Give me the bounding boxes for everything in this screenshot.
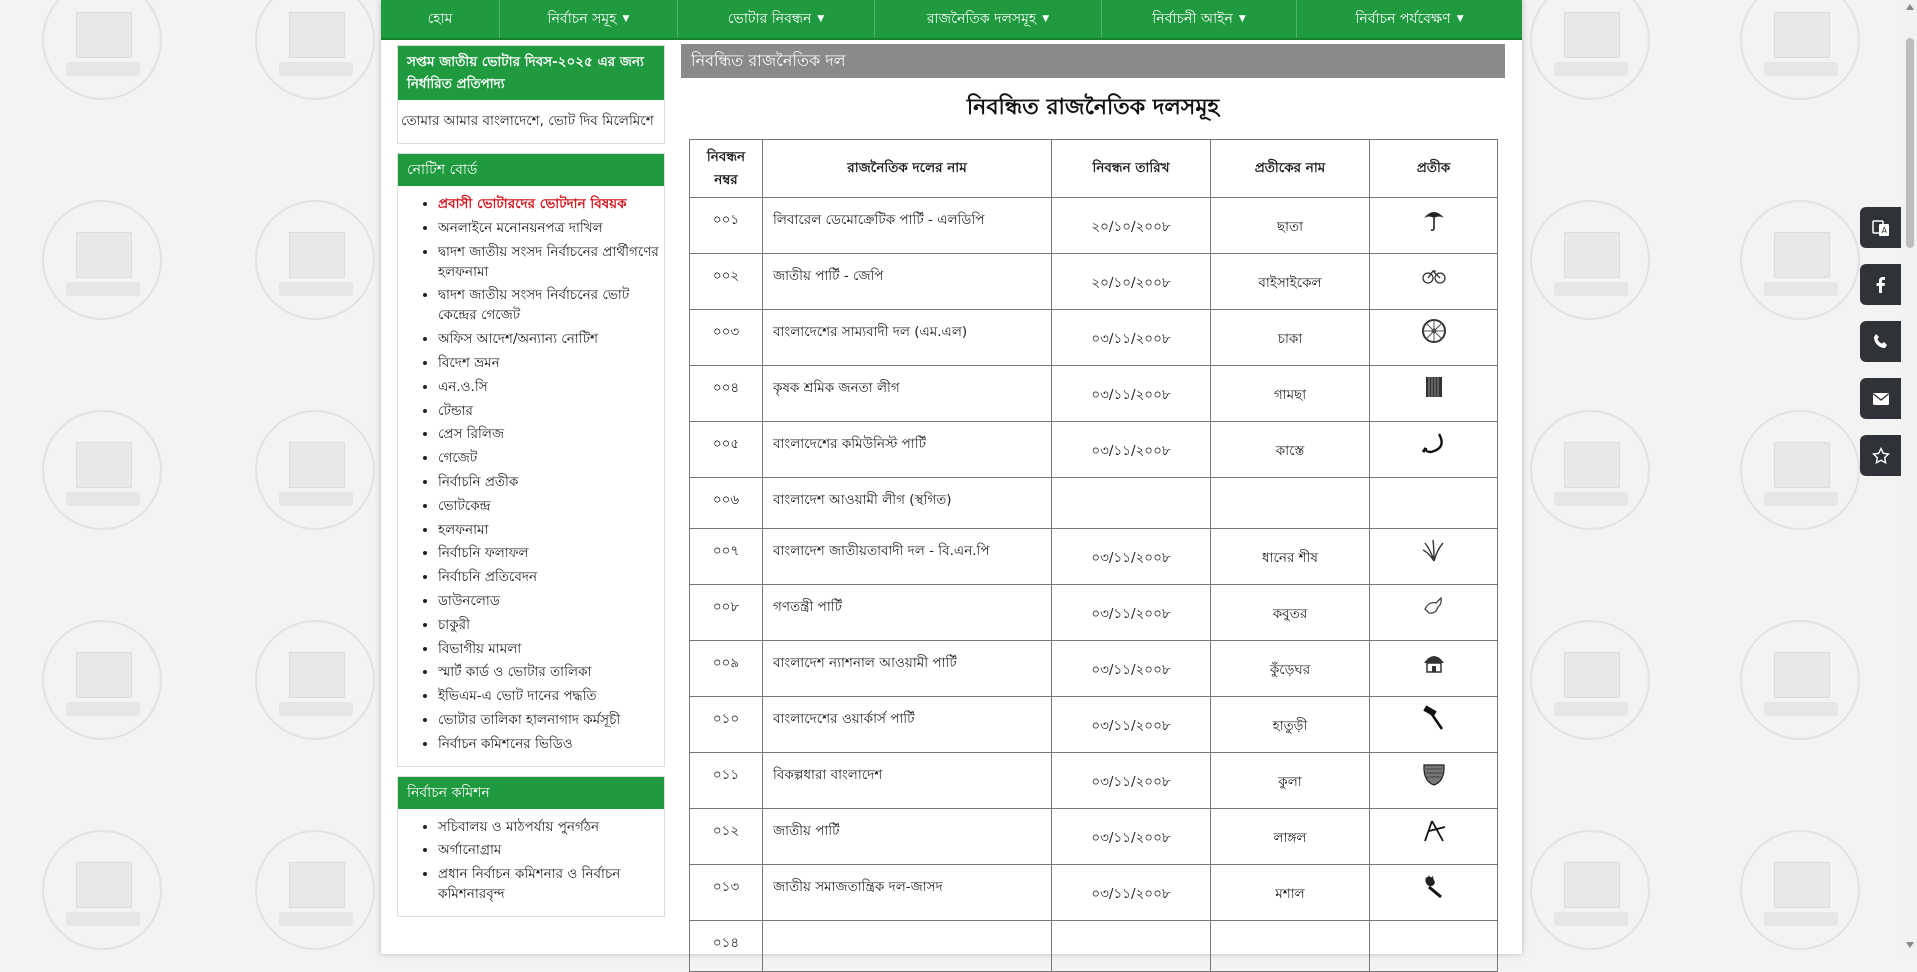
cell-registration-date: ০৩/১১/২০০৮ [1052,753,1211,809]
phone-icon [1872,333,1890,351]
seal-watermark [42,0,162,100]
umbrella-icon [1421,206,1447,232]
table-row [690,809,1498,865]
sidebar-link-item [438,567,664,587]
cell-party-name: বাংলাদেশের সাম্যবাদী দল (এম.এল) [763,310,1052,366]
sickle-icon [1421,430,1447,456]
sidebar-link-item [438,520,664,540]
column-header: প্রতীকের নাম [1211,140,1370,198]
sidebar-link-item [438,285,664,325]
cell-party-name: বাংলাদেশ জাতীয়তাবাদী দল - বি.এন.পি [763,529,1052,585]
cell-registration-no: ০০৩ [690,310,763,366]
cell-party-name: জাতীয় সমাজতান্ত্রিক দল-জাসদ [763,865,1052,921]
sidebar-link-item [438,591,664,611]
sidebar-link[interactable]: নির্বাচন কমিশনের ভিডিও [438,735,573,752]
cell-symbol-name: মশাল [1211,865,1370,921]
cell-symbol-name [1211,478,1370,529]
sidebar-link-item [438,639,664,659]
table-row [690,753,1498,809]
sidebar-link-item [438,242,664,282]
sidebar-link-item [438,401,664,421]
table-row [690,198,1498,254]
parties-table [689,139,1498,972]
sidebar-link[interactable]: প্রবাসী ভোটারদের ভোটদান বিষয়ক [438,196,627,212]
section-header: নিবন্ধিত রাজনৈতিক দল [681,44,1505,78]
cell-registration-no: ০০৪ [690,366,763,422]
sidebar-link[interactable]: দ্বাদশ জাতীয় সংসদ নির্বাচনের প্রার্থীগণের হলফনামা [438,243,659,280]
seal-watermark [1530,830,1650,950]
cell-symbol-name [1211,921,1370,972]
sidebar-link[interactable]: নির্বাচনি প্রতিবেদন [438,569,538,586]
cell-registration-date: ০৩/১১/২০০৮ [1052,529,1211,585]
bicycle-icon [1421,262,1447,288]
cell-registration-no: ০০৯ [690,641,763,697]
cell-party-name: লিবারেল ডেমোক্রেটিক পার্টি - এলডিপি [763,198,1052,254]
notice-board-title: নোটিশ বোর্ড [398,154,664,186]
table-row [690,641,1498,697]
nav-voter-registration[interactable] [678,0,875,38]
sidebar-link[interactable]: ডাউনলোড [438,592,500,609]
seal-watermark [1740,620,1860,740]
sidebar-link-item [438,840,664,860]
cell-party-name: বাংলাদেশ ন্যাশনাল আওয়ামী পার্টি [763,641,1052,697]
cell-symbol-image [1370,529,1498,585]
nav-label: নির্বাচন সমূহ [547,11,617,27]
cell-registration-no: ০০২ [690,254,763,310]
voter-day-slogan: তোমার আমার বাংলাদেশে, ভোট দিব মিলেমিশে [401,113,654,129]
sidebar-link-item [438,353,664,373]
cell-symbol-image [1370,865,1498,921]
seal-watermark [255,620,375,740]
sidebar-link-item [438,710,664,730]
translate-icon [1872,219,1890,237]
seal-watermark [1740,830,1860,950]
sidebar-link-item [438,615,664,635]
seal-watermark [255,200,375,320]
cell-registration-date: ০৩/১১/২০০৮ [1052,865,1211,921]
caret-down-icon: ▼ [1042,14,1050,24]
gamchha-icon [1421,374,1447,400]
scroll-thumb[interactable] [1906,38,1914,248]
sidebar-link-item [438,662,664,682]
sidebar-link[interactable]: এন.ও.সি [438,378,488,395]
table-row [690,310,1498,366]
cell-registration-date: ০৩/১১/২০০৮ [1052,310,1211,366]
column-header: প্রতীক [1370,140,1498,198]
cell-symbol-name: বাইসাইকেল [1211,254,1370,310]
sidebar-link-item [438,817,664,837]
column-header: নিবন্ধন তারিখ [1052,140,1211,198]
seal-watermark [255,0,375,100]
scroll-up-arrow-icon[interactable] [1906,4,1914,10]
cell-registration-no: ০০৬ [690,478,763,529]
cell-registration-date: ২০/১০/২০০৮ [1052,254,1211,310]
page-scrollbar[interactable] [1902,0,1917,954]
nav-label: নির্বাচনী আইন [1152,11,1233,27]
cell-registration-no: ০১৩ [690,865,763,921]
wheel-icon [1421,318,1447,344]
nav-label: নির্বাচন পর্যবেক্ষণ [1355,11,1451,27]
seal-watermark [42,830,162,950]
svg-text:A: A [1881,225,1887,235]
sidebar-link[interactable]: টেন্ডার [438,402,473,419]
cell-symbol-name: লাঙ্গল [1211,809,1370,865]
notice-board-panel [397,153,665,767]
main-nav [381,0,1522,40]
hammer-icon [1421,705,1447,731]
torch-icon [1421,873,1447,899]
sidebar-link-item [438,472,664,492]
seal-watermark [255,410,375,530]
table-row [690,529,1498,585]
sidebar-link-item [438,496,664,516]
nav-label: ভোটার নিবন্ধন [727,11,812,27]
favorite-button[interactable] [1860,435,1901,476]
nav-political-parties[interactable] [875,0,1102,38]
sidebar-link[interactable]: অনলাইনে মনোনয়নপত্র দাখিল [438,219,603,236]
cell-party-name: কৃষক শ্রমিক জনতা লীগ [763,366,1052,422]
sidebar-link[interactable]: নির্বাচনি প্রতীক [438,473,519,490]
sidebar-link[interactable]: ভোটকেন্দ্র [438,497,491,514]
cell-registration-date [1052,478,1211,529]
cell-symbol-image [1370,921,1498,972]
cell-symbol-name: চাকা [1211,310,1370,366]
seal-watermark [1530,200,1650,320]
table-row [690,478,1498,529]
cell-registration-no: ০১১ [690,753,763,809]
cell-party-name: গণতন্ত্রী পার্টি [763,585,1052,641]
table-body [690,198,1498,972]
paddy-sheaf-icon [1421,537,1447,563]
cell-registration-date: ০৩/১১/২০০৮ [1052,366,1211,422]
cell-party-name: জাতীয় পার্টি - জেপি [763,254,1052,310]
table-row [690,422,1498,478]
nav-elections[interactable] [500,0,678,38]
sidebar-link[interactable]: প্রধান নির্বাচন কমিশনার ও নির্বাচন কমিশনারবৃন্দ [438,866,621,903]
table-row [690,585,1498,641]
sidebar-link-item [438,329,664,349]
sidebar-link[interactable]: বিভাগীয় মামলা [438,640,522,657]
page-container [381,0,1522,954]
seal-watermark [42,620,162,740]
cell-registration-date [1052,921,1211,972]
cell-party-name: বিকল্পধারা বাংলাদেশ [763,753,1052,809]
cell-party-name: জাতীয় পার্টি [763,809,1052,865]
sidebar [397,45,665,926]
cell-symbol-image [1370,478,1498,529]
table-row [690,254,1498,310]
star-icon [1872,447,1890,465]
cell-registration-no: ০০৭ [690,529,763,585]
nav-home[interactable] [381,0,500,38]
seal-watermark [1530,620,1650,740]
seal-watermark [42,410,162,530]
mail-button[interactable] [1860,378,1901,419]
table-header-row [690,140,1498,198]
facebook-button[interactable] [1860,264,1901,305]
pigeon-icon [1421,593,1447,619]
notice-list [398,194,664,754]
table-row [690,697,1498,753]
mail-icon [1872,390,1890,408]
cell-symbol-image [1370,310,1498,366]
sidebar-link-item [438,686,664,706]
cell-symbol-image [1370,641,1498,697]
cell-registration-date: ০৩/১১/২০০৮ [1052,641,1211,697]
cell-registration-date: ২০/১০/২০০৮ [1052,198,1211,254]
cell-symbol-image [1370,422,1498,478]
sidebar-link[interactable]: ইভিএম-এ ভোট দানের পদ্ধতি [438,688,597,705]
cell-party-name: বাংলাদেশের কমিউনিস্ট পার্টি [763,422,1052,478]
sidebar-link-item [438,734,664,754]
sidebar-link[interactable]: হলফনামা [438,521,489,538]
cell-registration-no: ০০৫ [690,422,763,478]
sidebar-link-item [438,218,664,238]
cell-registration-date: ০৩/১১/২০০৮ [1052,585,1211,641]
sidebar-link-item [438,424,664,444]
hut-icon [1421,649,1447,675]
seal-watermark [1530,0,1650,100]
cell-symbol-name: কুঁড়েঘর [1211,641,1370,697]
column-header: রাজনৈতিক দলের নাম [763,140,1052,198]
main-content [681,44,1505,972]
cell-registration-date: ০৩/১১/২০০৮ [1052,697,1211,753]
cell-symbol-name: হাতুড়ী [1211,697,1370,753]
commission-list [398,817,664,905]
cell-registration-no: ০০১ [690,198,763,254]
table-row [690,865,1498,921]
caret-down-icon: ▼ [1456,14,1464,24]
sidebar-link[interactable]: ভোটার তালিকা হালনাগাদ কর্মসূচী [438,711,621,728]
commission-panel [397,776,665,917]
commission-title: নির্বাচন কমিশন [398,777,664,809]
cell-symbol-image [1370,585,1498,641]
sidebar-link[interactable]: বিদেশ ভ্রমন [438,354,500,371]
cell-registration-date: ০৩/১১/২০০৮ [1052,422,1211,478]
cell-symbol-image [1370,697,1498,753]
sidebar-link[interactable]: নির্বাচনি ফলাফল [438,545,529,562]
cell-party-name: বাংলাদেশের ওয়ার্কার্স পার্টি [763,697,1052,753]
seal-watermark [1530,410,1650,530]
sidebar-link[interactable]: স্মার্ট কার্ড ও ভোটার তালিকা [438,664,592,681]
seal-watermark [1740,200,1860,320]
cell-symbol-image [1370,254,1498,310]
cell-symbol-image [1370,198,1498,254]
page-title: নিবন্ধিত রাজনৈতিক দলসমূহ [966,95,1220,120]
voter-day-panel [397,45,665,144]
sidebar-link-item [438,864,664,904]
table-row [690,366,1498,422]
nav-election-observation[interactable] [1297,0,1522,38]
cell-registration-no: ০১০ [690,697,763,753]
translate-button[interactable] [1860,207,1901,248]
cell-symbol-image [1370,753,1498,809]
cell-party-name: বাংলাদেশ আওয়ামী লীগ (স্থগিত) [763,478,1052,529]
winnowing-fan-icon [1421,761,1447,787]
nav-label: রাজনৈতিক দলসমূহ [926,11,1037,27]
facebook-icon [1872,276,1890,294]
cell-symbol-name: গামছা [1211,366,1370,422]
cell-registration-no: ০১২ [690,809,763,865]
sidebar-link-item [438,194,664,214]
cell-registration-no: ০০৮ [690,585,763,641]
caret-down-icon: ▼ [1238,14,1246,24]
seal-watermark [1740,410,1860,530]
sidebar-link-item [438,543,664,563]
cell-symbol-name: কবুতর [1211,585,1370,641]
cell-symbol-image [1370,366,1498,422]
seal-watermark [1740,0,1860,100]
cell-symbol-name: ছাতা [1211,198,1370,254]
sidebar-link[interactable]: প্রেস রিলিজ [438,426,505,443]
sidebar-link[interactable]: অর্গানোগ্রাম [438,842,502,859]
sidebar-link[interactable]: সচিবালয় ও মাঠপর্যায় পুনর্গঠন [438,818,600,835]
scroll-down-arrow-icon[interactable] [1906,942,1914,948]
cell-registration-date: ০৩/১১/২০০৮ [1052,809,1211,865]
sidebar-link-item [438,448,664,468]
sidebar-link[interactable]: অফিস আদেশ/অন্যান্য নোটিশ [438,331,598,348]
plough-icon [1421,817,1447,843]
voter-day-title: সপ্তম জাতীয় ভোটার দিবস-২০২৫ এর জন্য নির্ধারিত প্রতিপাদ্য [398,46,664,100]
cell-symbol-name: ধানের শীষ [1211,529,1370,585]
nav-election-laws[interactable] [1102,0,1297,38]
cell-symbol-name: কুলা [1211,753,1370,809]
table-row [690,921,1498,972]
nav-label: হোম [427,11,453,27]
phone-button[interactable] [1860,321,1901,362]
sidebar-link[interactable]: গেজেট [438,450,478,467]
cell-registration-no: ০১৪ [690,921,763,972]
cell-symbol-image [1370,809,1498,865]
caret-down-icon: ▼ [817,14,825,24]
sidebar-link[interactable]: দ্বাদশ জাতীয় সংসদ নির্বাচনের ভোট কেন্দ্রের গেজেট [438,287,630,324]
cell-symbol-name: কাস্তে [1211,422,1370,478]
sidebar-link-item [438,377,664,397]
column-header: নিবন্ধন নম্বর [690,140,763,198]
sidebar-link[interactable]: চাকুরী [438,616,470,633]
seal-watermark [42,200,162,320]
seal-watermark [255,830,375,950]
caret-down-icon: ▼ [622,14,630,24]
cell-party-name [763,921,1052,972]
